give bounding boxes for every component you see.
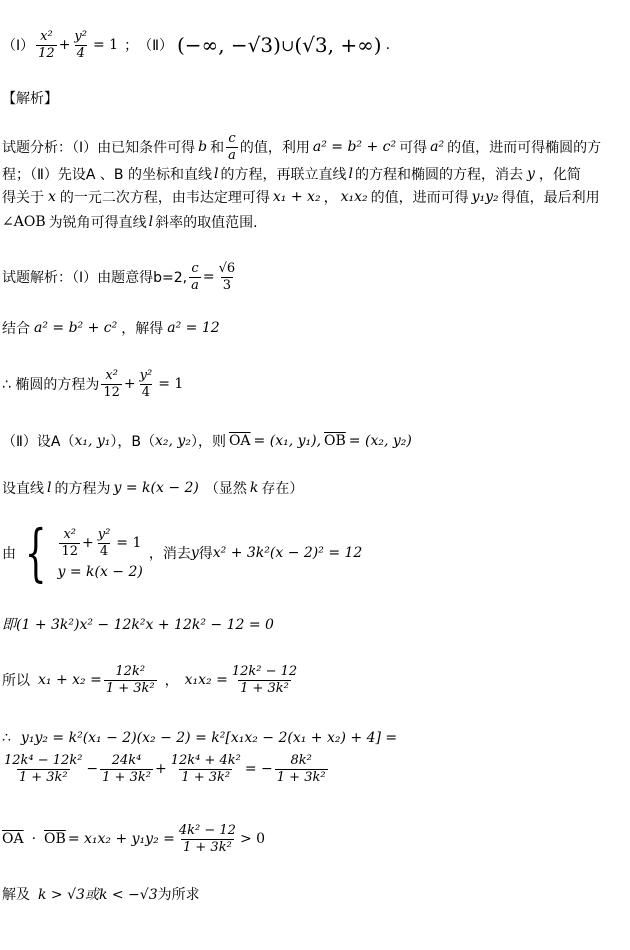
solution-step-11: $\overline{OA}$ · $\overline{OB}$ = x₁x₂ + y₁y₂ = $\frac{\text{4k² − 12}}{\text{1 + 3k²}}$ > 0 [2, 822, 266, 855]
ellipse-fraction-x: $\frac{\text{x²}}{12}$ [103, 367, 120, 400]
dot-product-fraction: $\frac{\text{4k² − 12}}{\text{1 + 3k²}}$ [178, 822, 236, 855]
vector-oa-dot: $\overline{OA}$ [2, 831, 24, 847]
analysis-line-1: 试题分析：（Ⅰ）由已知条件可得 b 和 $\frac{c}{a}$ 的值，利用 a² = b² + c² 可得 a² 的值，进而可得椭圆的方 [2, 130, 602, 163]
analysis-fraction: $\frac{c}{a}$ [228, 130, 236, 163]
yy-fraction-1: $\frac{\text{12k⁴ − 12k²}}{\text{1 + 3k²}}$ [4, 752, 83, 785]
answer-fraction-x: $\frac{\text{x²}}{12}$ [38, 28, 55, 61]
solution-step-5: 设直线 l 的方程为 y = k(x − 2) （显然 k 存在） [2, 480, 304, 497]
yy-fraction-2: $\frac{\text{24k⁴}}{\text{1 + 3k²}}$ [102, 752, 151, 785]
analysis-line-4: ∠AOB 为锐角可得直线 l 斜率的取值范围. [2, 214, 258, 231]
answer-fraction-y: $\frac{\text{y²}}{4}$ [74, 28, 87, 61]
part1-label: （Ⅰ） [2, 38, 35, 54]
vector-oa: $\overline{OA}$ [228, 433, 251, 449]
answer-interval-2: (√3, +∞) [294, 33, 382, 57]
vector-ob-dot: $\overline{OB}$ [44, 831, 66, 847]
answer-interval-1: (−∞, −√3) [176, 33, 281, 57]
system-brace: { [24, 516, 47, 589]
system-fraction-x: $\frac{\text{x²}}{12}$ [61, 526, 78, 559]
yy-fraction-3: $\frac{\text{12k⁴ + 4k²}}{\text{1 + 3k²}}$ [170, 752, 241, 785]
ellipse-fraction-y: $\frac{\text{y²}}{4}$ [139, 367, 153, 400]
sqrt6-fraction: $\frac{√6}{3}$ [218, 260, 236, 293]
solution-step-4: （Ⅱ）设A（ x₁, y₁ ），B（ x₂, y₂ ），则 $\overline{OA}$ = (x₁, y₁), $\overline{OB}$ = (x₂, y₂) [2, 433, 412, 450]
answer-line: （Ⅰ） $\frac{\text{x²}}{12}$ + $\frac{\text{y²}}{4}$ = 1 ； （Ⅱ） (−∞, −√3) ∪ (√3, +∞) . [2, 28, 391, 61]
jiexi-heading: 【解析】 [2, 91, 58, 107]
part2-label: （Ⅱ） [138, 38, 173, 54]
solution-step-3: ∴ 椭圆的方程为 $\frac{\text{x²}}{12}$ + $\frac{\text{y²}}{4}$ = 1 [2, 367, 184, 400]
solution-step-6: 由 { $\frac{\text{x²}}{12}$ + $\frac{\text{y²}}{4}$ = 1 y = k(x − 2) ，消去 y 得 x² + 3k²(x − 2)² = 12 [2, 516, 363, 589]
product-fraction: $\frac{\text{12k² − 12}}{\text{1 + 3k²}}$ [231, 663, 298, 696]
analysis-line-3: 得关于 x 的一元二次方程，由韦达定理可得 x₁ + x₂ ， x₁x₂ 的值，进而可得 y₁y₂ 得值，最后利用 [2, 189, 600, 206]
solution-step-1: 试题解析：（Ⅰ）由题意得b=2, $\frac{c}{a}$ = $\frac{√6}{3}$ [2, 260, 236, 293]
solution-step-9: ∴ y₁y₂ = k²(x₁ − 2)(x₂ − 2) = k²[x₁x₂ − 2(x₁ + x₂) + 4] = [2, 730, 398, 746]
sum-fraction: $\frac{\text{12k²}}{\text{1 + 3k²}}$ [105, 663, 155, 696]
solution-step-8: 所以 x₁ + x₂ = $\frac{\text{12k²}}{\text{1 + 3k²}}$ ， x₁x₂ = $\frac{\text{12k² − 12}}{\text{1 + 3k²}}$ [2, 663, 298, 696]
yy-fraction-result: $\frac{\text{8k²}}{\text{1 + 3k²}}$ [276, 752, 326, 785]
analysis-line-2: 程；（Ⅱ）先设A 、B 的坐标和直线 l 的方程，再联立直线 l 的方程和椭圆的方程，消去 y ，化简 [2, 166, 581, 183]
equation-system: $\frac{\text{x²}}{12}$ + $\frac{\text{y²}}{4}$ = 1 y = k(x − 2) [57, 526, 143, 580]
vector-ob: $\overline{OB}$ [324, 433, 346, 449]
ratio-fraction: $\frac{c}{a}$ [191, 260, 199, 293]
solution-step-10: $\frac{\text{12k⁴ − 12k²}}{\text{1 + 3k²}}$ − $\frac{\text{24k⁴}}{\text{1 + 3k²}}$ + $\frac{\text{12k⁴ + 4k²}}{\text{1 + 3k²}}$ = − $\frac{\text{8k²}}{\text{1 + 3k²}}$ [4, 752, 326, 785]
union-symbol: ∪ [280, 35, 295, 55]
system-fraction-y: $\frac{\text{y²}}{4}$ [97, 526, 111, 559]
solution-step-7: 即(1 + 3k²)x² − 12k²x + 12k² − 12 = 0 [2, 617, 274, 633]
solution-step-2: 结合 a² = b² + c² ，解得 a² = 12 [2, 320, 220, 337]
solution-step-12: 解及 k > √3或k < −√3 为所求 [2, 887, 200, 903]
